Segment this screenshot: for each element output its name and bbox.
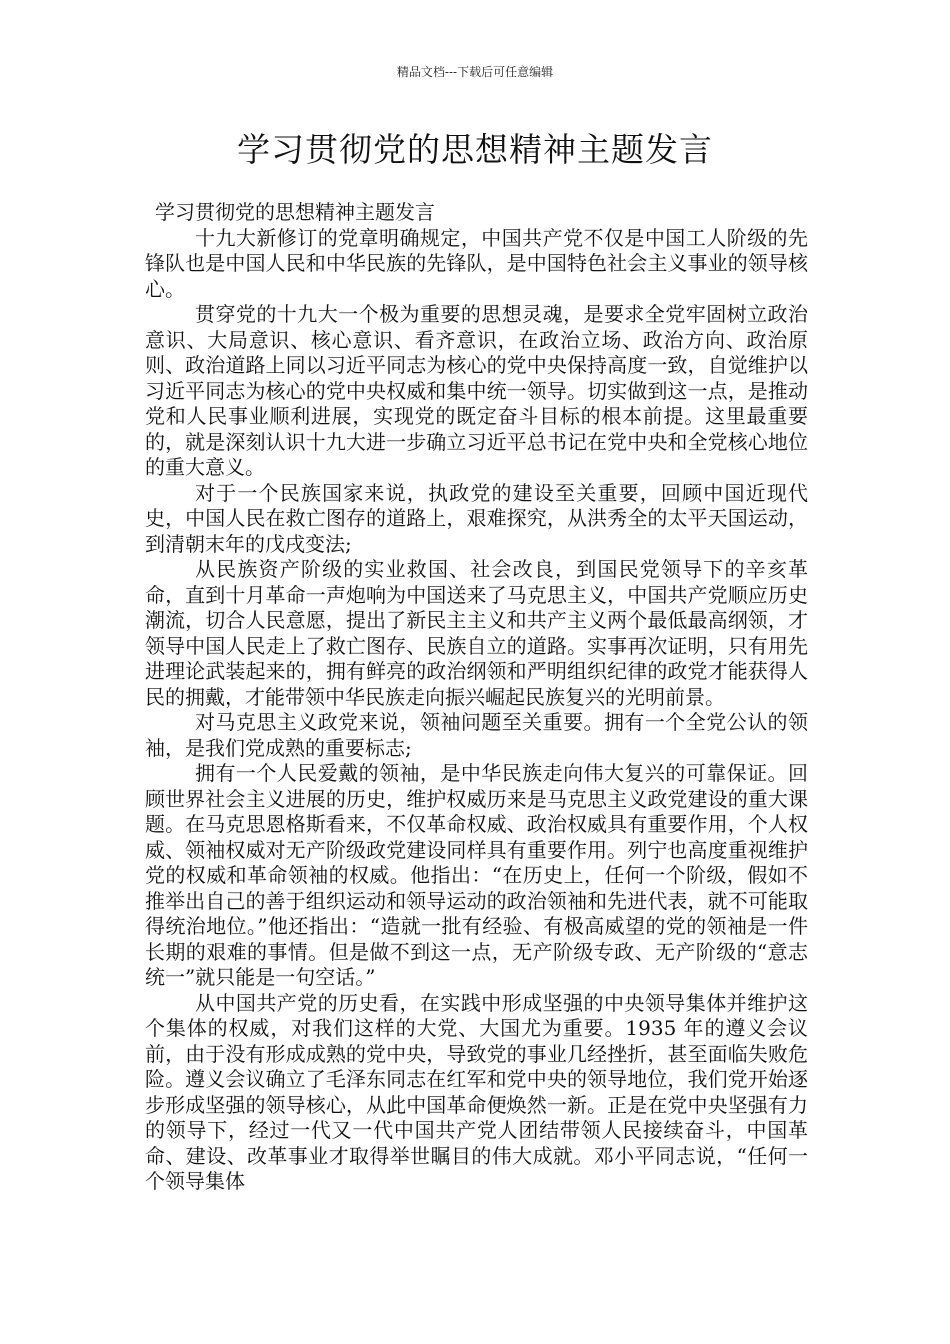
paragraph: 从民族资产阶级的实业救国、社会改良，到国民党领导下的辛亥革命，直到十月革命一声炮响为中国送来了马克思主义，中国共产党顺应历史潮流，切合人民意愿，提出了新民主主义和共产主义两个最低最高纲领，才领导中国人民走上了救亡图存、民族自立的道路。实事再次证明，只有用先进理论武装起来的，拥有鲜亮的政治纲领和严明组织纪律的政党才能获得人民的拥戴，才能带领中华民族走向振兴崛起民族复兴的光明前景。 <box>145 557 808 709</box>
header-note: 精品文档---下载后可任意编辑 <box>396 65 554 79</box>
document-title: 学习贯彻党的思想精神主题发言 <box>237 130 713 169</box>
paragraph: 拥有一个人民爱戴的领袖，是中华民族走向伟大复兴的可靠保证。回顾世界社会主义进展的历史，维护权威历来是马克思主义政党建设的重大课题。在马克思恩格斯看来，不仅革命权威、政治权威具有重要作用，个人权威、领袖权威对无产阶级政党建设同样具有重要作用。列宁也高度重视维护党的权威和革命领袖的权威。他指出：“在历史上，任何一个阶级，假如不推举出自己的善于组织运动和领导运动的政治领袖和先进代表，就不可能取得统治地位。”他还指出：“造就一批有经验、有极高威望的党的领袖是一件长期的艰难的事情。但是做不到这一点，无产阶级专政、无产阶级的“意志统一”就只能是一句空话。” <box>145 761 808 989</box>
paragraph: 贯穿党的十九大一个极为重要的思想灵魂，是要求全党牢固树立政治意识、大局意识、核心意识、看齐意识，在政治立场、政治方向、政治原则、政治道路上同以习近平同志为核心的党中央保持高度一致，自觉维护以习近平同志为核心的党中央权威和集中统一领导。切实做到这一点，是推动党和人民事业顺利进展，实现党的既定奋斗目标的根本前提。这里最重要的，就是深刻认识十九大进一步确立习近平总书记在党中央和全党核心地位的重大意义。 <box>145 302 808 479</box>
paragraph: 从中国共产党的历史看，在实践中形成坚强的中央领导集体并维护这个集体的权威，对我们这样的大党、大国尤为重要。1935 年的遵义会议前，由于没有形成成熟的党中央，导致党的事业几经挫折，甚至面临失败危险。遵义会议确立了毛泽东同志在红军和党中央的领导地位，我们党开始逐步形成坚强的领导核心，从此中国革命便焕然一新。正是在党中央坚强有力的领导下，经过一代又一代中国共产党人团结带领人民接续奋斗，中国革命、建设、改革事业才取得举世瞩目的伟大成就。邓小平同志说，“任何一个领导集体 <box>145 990 808 1193</box>
paragraph: 十九大新修订的党章明确规定，中国共产党不仅是中国工人阶级的先锋队也是中国人民和中华民族的先锋队，是中国特色社会主义事业的领导核心。 <box>145 225 808 301</box>
document-body <box>145 200 808 1195</box>
document-subtitle: 学习贯彻党的思想精神主题发言 <box>155 200 435 224</box>
paragraph: 对马克思主义政党来说，领袖问题至关重要。拥有一个全党公认的领袖，是我们党成熟的重要标志; <box>145 710 808 760</box>
paragraph: 对于一个民族国家来说，执政党的建设至关重要，回顾中国近现代史，中国人民在救亡图存的道路上，艰难探究，从洪秀全的太平天国运动，到清朝末年的戊戌变法; <box>145 480 808 556</box>
